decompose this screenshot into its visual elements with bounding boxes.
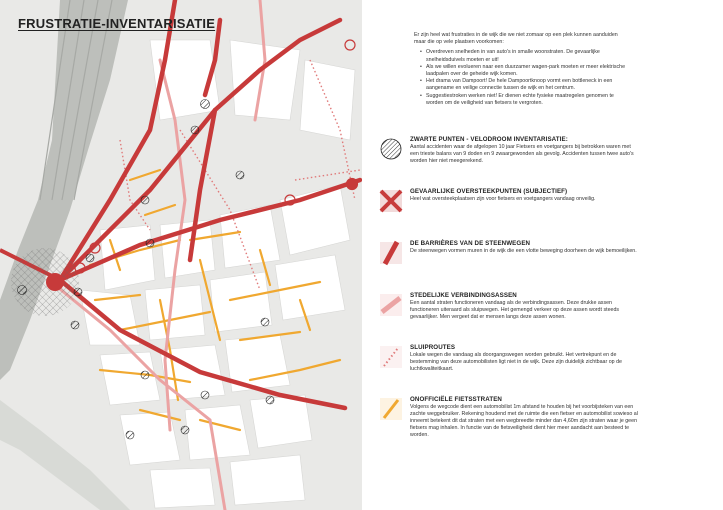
legend-title: SLUIPROUTES [410,344,456,351]
legend-connection-axes [378,292,640,338]
connection-axis-icon [378,292,404,318]
dotted-route-icon [378,344,404,370]
page-title: FRUSTRATIE-INVENTARISATIE [18,16,216,31]
dampoort-node [11,248,79,316]
legend-title: STEDELIJKE VERBINDINGSASSEN [410,292,517,299]
legend-body: Heel wat oversteekplaatsen zijn voor fietsers en voetgangers vandaag onveilig. [410,196,596,202]
barrier-line-icon [378,240,404,266]
legend-body: Aantal accidenten waar de afgelopen 10 jaar Fietsers en voetgangers bij betrokken waren met een trieste balans van 9 doden en 9 zwaargewonden als gevolg. Accidenten tussen twee auto's worden hier niet meegerekend. [410,144,634,164]
intro-text: Er zijn heel wat frustraties in de wijk die we niet zomaar op een plek kunnen aanduiden maar die op vele plaatsen voorkomen: [414,32,618,46]
legend-title: ONOFFICIËLE FIETSSTRATEN [410,396,503,403]
crosshatch-circle-icon [378,136,404,162]
intro-bullet: • Overdreven snelheden in van auto's in smalle woonstraten. De gevaarlijke snelheidsduivels moeten er uit! [420,49,630,63]
legend-rat-runs [378,344,640,390]
orange-street-icon [378,396,404,422]
legend-bike-streets [378,396,640,466]
legend-title: GEVAARLIJKE OVERSTEEKPUNTEN (SUBJECTIEF) [410,188,568,195]
legend-body: Volgens de wegcode dient een automobilist 1m afstand te houden bij het voorbijsteken van een zachte weggebruiker. Rekening houdend met de ruimte die een fietser en automobilist sowieso al inneemt betekent dit dat straten met een wegbreedte minder dan 4,60m zijn straten waar je geen fietsers mag inhalen. In functie van de fietsveiligheid dient hier meer aandacht aan besteed te worden. [410,404,638,438]
dampoort-core [46,273,64,291]
legend-title: ZWARTE PUNTEN - VELODROOM INVENTARISATIE: [410,136,568,143]
intro-bullet: • Als we willen evolueren naar een duurzamer wagen-park moeten er meer elektrische laadpalen over de geheide wijk komen. [420,64,630,78]
legend-dangerous-crossings [378,188,640,234]
legend-title: DE BARRIÈRES VAN DE STEENWEGEN [410,240,531,247]
intro-bullet: • Suggestiestroken werken niet! Er dienen echte fysieke maatregelen genomen te worden om de veiligheid van fietsers te vergroten. [420,93,630,107]
legend-body: Een aantal straten functioneren vandaag als de verbindingsassen. Deze drukke assen functioneren uiteraard als sluipwegen. Het gemengd verkeer op deze assen wordt steeds gevaarlijker. Men vergeet dat er mensen langs deze assen wonen. [410,300,620,320]
legend-body: De steenwegen vormen muren in de wijk die een vlotte beweging doorheen de wijk bemoeilijken. [410,248,637,254]
legend-black-spots [378,136,640,182]
legend-body: Lokale wegen die vandaag als doorgangswegen worden gebruikt. Het vertrekpunt en de bestemming van deze automobilisten ligt niet in de wijk. Deze zijn duidelijk zichtbaar op de luchtkwaliteitkaart. [410,352,622,372]
intro-bullets [414,49,630,107]
intro-bullet: • Het drama van Dampoort! De hele Dampoortknoop vormt een bottleneck in een aangename en veilige connectie tussen de wijk en het centrum. [420,78,630,92]
legend-barriers [378,240,640,286]
red-cross-icon [378,188,404,214]
intro-block [414,32,630,107]
